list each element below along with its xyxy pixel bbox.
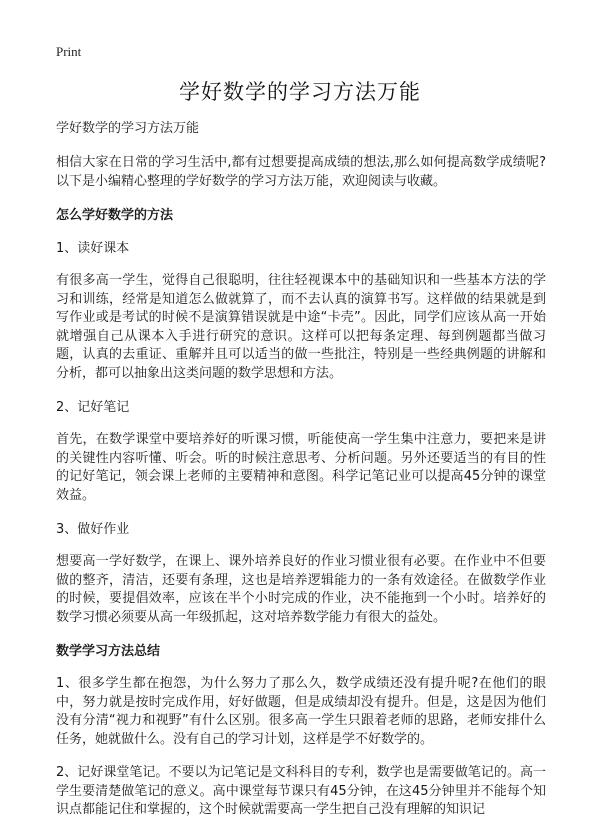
summary-paragraph: 2、记好课堂笔记。不要以为记笔记是文科科目的专利，数学也是需要做笔记的。高一学生要清楚做笔记的意义。高中课堂每节课只有45分钟，在这45分钟里并不能每个知识点都能记住和掌握的，这个时候就需要高一学生把自己没有理解的知识记 (56, 765, 546, 817)
item-paragraph-read-textbook: 有很多高一学生，觉得自己很聪明，往往轻视课本中的基础知识和一些基本方法的学习和训练，经常是知道怎么做就算了，而不去认真的演算书写。这样做的结果就是到写作业或是考试的时候不是演算错误就是中途“卡壳”。因此，同学们应该从高一开始就增强自己从课本入手进行研究的意识。这样可以把每条定理、每到例题都当做习题，认真的去重证、重解并且可以适当的做一些批注，特别是一些经典例题的讲解和分析，都可以抽象出这类问题的数学思想和方法。 (56, 273, 546, 381)
intro-paragraph: 相信大家在日常的学习生活中,都有过想要提高成绩的想法,那么如何提高数学成绩呢?以下是小编精心整理的学好数学的学习方法万能，欢迎阅读与收藏。 (56, 155, 546, 189)
item-paragraph-take-notes: 首先，在数学课堂中要培养好的听课习惯，听能使高一学生集中注意力，要把来是讲的关键性内容听懂、听会。听的时候注意思考、分析问题。另外还要适当的有目的性的记好笔记，领会课上老师的主要精神和意图。科学记笔记业可以提高45分钟的课堂效益。 (56, 432, 546, 503)
article-subtitle: 学好数学的学习方法万能 (56, 121, 200, 136)
item-heading-read-textbook: 1、读好课本 (56, 241, 130, 256)
page-title: 学好数学的学习方法万能 (179, 80, 421, 104)
print-link[interactable]: Print (56, 44, 82, 59)
item-heading-do-homework: 3、做好作业 (56, 522, 130, 537)
section-heading-summary: 数学学习方法总结 (56, 644, 161, 659)
summary-paragraph: 1、很多学生都在抱怨，为什么努力了那么久，数学成绩还没有提升呢?在他们的眼中，努力就是按时完成作用，好好做题，但是成绩却没有提升。但是，这是因为他们没有分清“视力和视野”有什么区别。很多高一学生只跟着老师的思路，老师安排什么任务，她就做什么。没有自己的学习计划，这样是学不好数学的。 (56, 676, 546, 747)
section-heading-methods: 怎么学好数学的方法 (56, 208, 174, 223)
item-heading-take-notes: 2、记好笔记 (56, 400, 130, 415)
item-paragraph-do-homework: 想要高一学好数学，在课上、课外培养良好的作业习惯业很有必要。在作业中不但要做的整齐，清洁，还要有条理，这也是培养逻辑能力的一条有效途径。在做数学作业的时候，要提倡效率，应该在半个小时完成的作业，决不能拖到一个小时。培养好的数学习惯必须要从高一年级抓起，这对培养数学能力有很大的益处。 (56, 554, 546, 625)
article-body (56, 119, 546, 835)
